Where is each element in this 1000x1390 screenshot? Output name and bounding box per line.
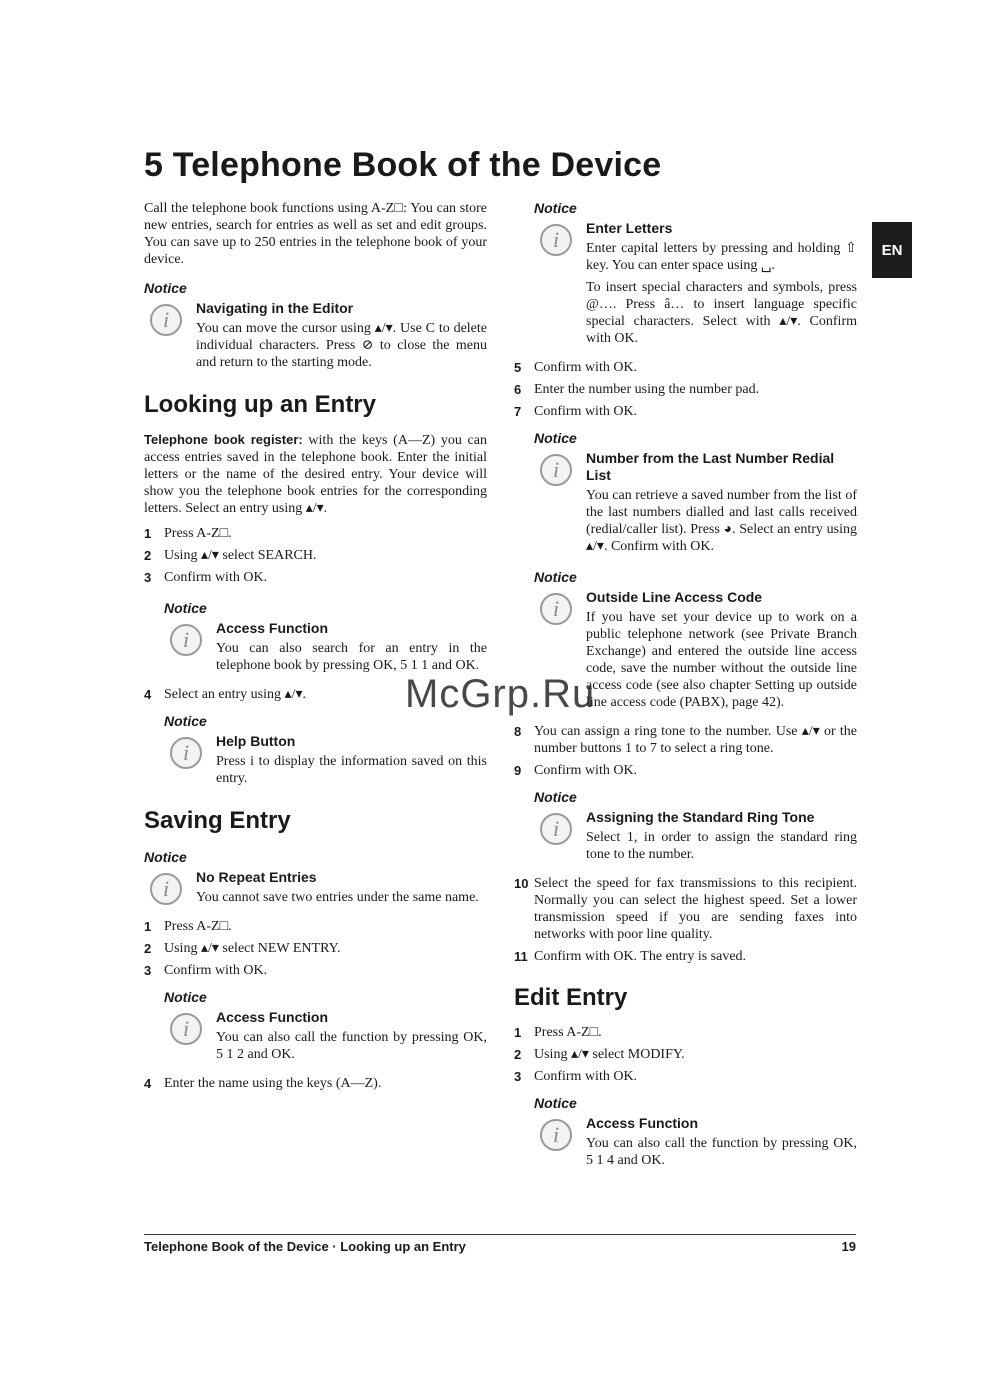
info-icon: i <box>540 593 572 625</box>
info-icon: i <box>150 304 182 336</box>
step: 3 Confirm with OK. <box>144 570 268 585</box>
lookup-steps <box>144 525 487 586</box>
step: 7 Confirm with OK. <box>514 404 638 419</box>
step: 3 Confirm with OK. <box>144 963 268 978</box>
notice-box: i Help Button Press i to display the information saved on this entry. <box>164 733 487 787</box>
intro-paragraph: Call the telephone book functions using A-Z□: You can store new entries, search for entries as well as set and edit groups. You can save up to 250 entries in the telephone book of your device. <box>144 201 487 267</box>
step: 1 Press A-Z□. <box>144 526 232 541</box>
notice-box: i No Repeat Entries You cannot save two entries under the same name. <box>144 869 487 906</box>
step: 8 You can assign a ring tone to the number. Use ▴/▾ or the number buttons 1 to 7 to select a ring tone. <box>514 724 857 756</box>
section-title-edit: Edit Entry <box>514 984 628 1011</box>
step: 5 Confirm with OK. <box>514 360 638 375</box>
notice-box: i Access Function You can also search for an entry in the telephone book by pressing OK, 5 1 1 and OK. <box>164 620 487 674</box>
notice-box: i Outside Line Access Code If you have set your device up to work on a public telephone network (see Private Branch Exchange) and entered the outside line access code, save the number without the outside line access code (see also chapter Setting up outside line access code (PABX), page 42). <box>534 589 857 711</box>
step: 11 Confirm with OK. The entry is saved. <box>514 949 747 964</box>
notice-group: Notice i Access Function You can also search for an entry in the telephone book by pressing OK, 5 1 1 and OK. <box>164 600 487 673</box>
edit-steps <box>514 1024 857 1085</box>
step: 1 Press A-Z□. <box>144 919 232 934</box>
notice-group: Notice i Outside Line Access Code If you have set your device up to work on a public telephone network (see Private Branch Exchange) and entered the outside line access code, save the number without the outside line access code (see also chapter Setting up outside line access code (PABX), page 42). <box>534 569 857 710</box>
step: 2 Using ▴/▾ select NEW ENTRY. <box>144 941 341 956</box>
step: 3 Confirm with OK. <box>514 1069 638 1084</box>
notice-title: Navigating in the Editor <box>196 300 354 316</box>
watermark: McGrp.Ru <box>405 672 596 716</box>
notice-group: Notice i Assigning the Standard Ring Tone Select 1, in order to assign the standard ring tone to the number. <box>534 789 857 862</box>
notice-box: i Enter Letters Enter capital letters by pressing and holding ⇧ key. You can enter space using ␣. To insert special characters and symbols, press @…. Press â… to insert language specific special characters. Select with ▴/▾. Confirm with OK. <box>534 220 857 347</box>
info-icon: i <box>540 1119 572 1151</box>
info-icon: i <box>170 737 202 769</box>
step: 4 Enter the name using the keys (A—Z). <box>144 1076 382 1091</box>
notice-group: Notice i Number from the Last Number Redial List You can retrieve a saved number from the list of the last numbers dialled and last calls received (redial/caller list). Press ◕. Select an entry using ▴/▾. Confirm with OK. <box>534 430 857 554</box>
info-icon: i <box>540 224 572 256</box>
page-number: 19 <box>841 1239 856 1254</box>
steps-5-7 <box>514 359 857 420</box>
notice-text: You can move the cursor using ▴/▾. Use C to delete individual characters. Press ⊘ to close the menu and return to the starting mode. <box>196 321 487 370</box>
steps-10-11 <box>514 875 857 965</box>
info-icon: i <box>540 454 572 486</box>
step: 2 Using ▴/▾ select SEARCH. <box>144 548 317 563</box>
notice-box: i Access Function You can also call the function by pressing OK, 5 1 2 and OK. <box>164 1009 487 1063</box>
notice-group: Notice i Help Button Press i to display the information saved on this entry. <box>164 713 487 786</box>
info-icon: i <box>150 873 182 905</box>
info-icon: i <box>170 624 202 656</box>
notice-box: i Assigning the Standard Ring Tone Select 1, in order to assign the standard ring tone to the number. <box>534 809 857 863</box>
steps-8-9 <box>514 723 857 779</box>
step: 4 Select an entry using ▴/▾. <box>144 687 306 702</box>
footer-section-title: Telephone Book of the Device · Looking up an Entry <box>144 1239 466 1254</box>
lookup-lead: Telephone book register: <box>144 432 303 447</box>
step: 1 Press A-Z□. <box>514 1025 602 1040</box>
chapter-title: 5 Telephone Book of the Device <box>144 146 662 184</box>
info-icon: i <box>170 1013 202 1045</box>
notice-group: Notice i Access Function You can also call the function by pressing OK, 5 1 2 and OK. <box>164 989 487 1062</box>
step: 6 Enter the number using the number pad. <box>514 382 760 397</box>
info-icon: i <box>540 813 572 845</box>
notice-box: i Access Function You can also call the function by pressing OK, 5 1 4 and OK. <box>534 1115 857 1169</box>
step: 9 Confirm with OK. <box>514 763 638 778</box>
notice-box <box>144 300 487 371</box>
lookup-paragraph <box>144 431 487 517</box>
footer-divider <box>144 1234 856 1235</box>
left-column: Call the telephone book functions using A-Z□: You can store new entries, search for entries as well as set and edit groups. You can save up to 250 entries in the telephone book of your device. Notice i Navigating in the Editor You can move the cursor using ▴/▾. Use C to delete individual characters. Press ⊘ to close the menu and return to the starting mode. Looking up an Entry Telephone book register: with the keys (A—Z) you can access entries saved in the telephone book. Enter the initial letters or the name of the desired entry. Your device will show you the telephone book entries for the corresponding letters. Select an entry using ▴/▾. 1 Press A-Z□. 2 Using ▴/▾ select SEARCH. 3 Confirm with OK. Notice i Access Function You can also search for an entry in the telephone book by pressing OK, 5 1 1 and OK. 4 Select an entry using ▴/▾. Notice i Help Button Press i to display the information saved on this entry. Saving Entry Notice i No Repeat Entries You cannot save two entries under the same name. 1 Press A-Z□. 2 Using ▴/▾ select NEW ENTRY. 3 Confirm with OK. Notice i Access Function You can also call the function by pressing OK, 5 1 2 and OK. 4 Enter the name using the keys (A—Z). <box>144 201 487 1091</box>
step: 2 Using ▴/▾ select MODIFY. <box>514 1047 685 1062</box>
saving-step-4 <box>144 1075 487 1092</box>
language-tab: EN <box>872 222 912 278</box>
notice-box: i Number from the Last Number Redial List You can retrieve a saved number from the list of the last numbers dialled and last calls received (redial/caller list). Press ◕. Select an entry using ▴/▾. Confirm with OK. <box>534 450 857 555</box>
notice-group: Notice i Access Function You can also call the function by pressing OK, 5 1 4 and OK. <box>534 1095 857 1168</box>
saving-steps <box>144 918 487 979</box>
section-title-lookup: Looking up an Entry <box>144 391 376 418</box>
lookup-text: with the keys (A—Z) you can access entries saved in the telephone book. Enter the initial letters or the name of the desired entry. Your device will show you the telephone book entries for the corresponding letters. Select an entry using ▴/▾. <box>144 433 487 516</box>
notice-group: Notice i Enter Letters Enter capital letters by pressing and holding ⇧ key. You can enter space using ␣. To insert special characters and symbols, press @…. Press â… to insert language specific special characters. Select with ▴/▾. Confirm with OK. <box>534 200 857 346</box>
section-title-saving: Saving Entry <box>144 807 291 834</box>
step: 10 Select the speed for fax transmissions to this recipient. Normally you can select the highest speed. Set a lower transmission speed if you are sending faxes into networks with poor line quality. <box>514 876 857 942</box>
notice-label: Notice <box>144 280 187 296</box>
